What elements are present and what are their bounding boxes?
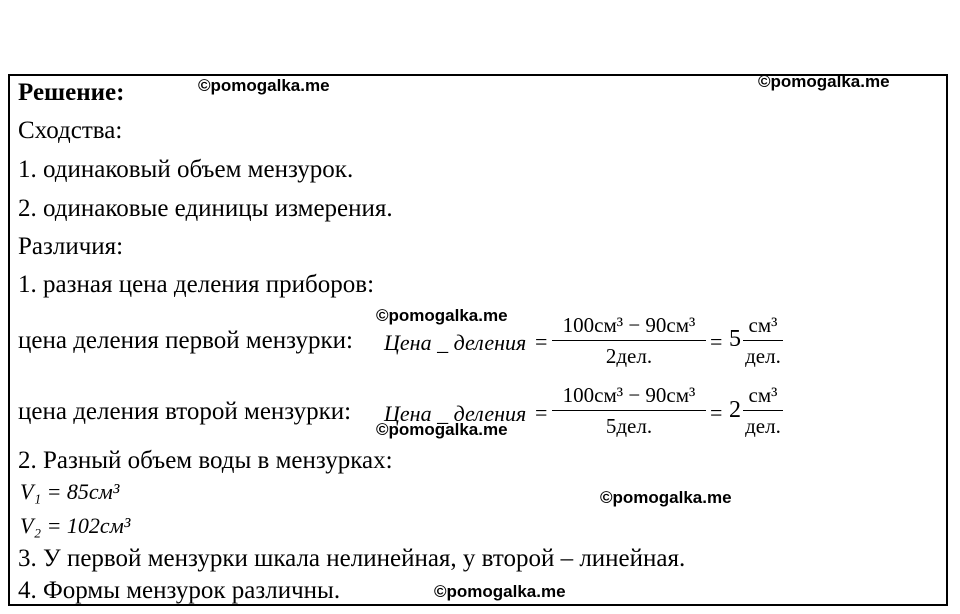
- similarity-item: 1. одинаковый объем мензурок.: [18, 156, 354, 183]
- watermark: ©pomogalka.me: [758, 72, 890, 91]
- volume-v2: V₂ = 102см³: [20, 513, 131, 538]
- watermark: ©pomogalka.me: [198, 76, 330, 95]
- watermark: ©pomogalka.me: [376, 420, 508, 439]
- denominator: 5дел.: [605, 414, 653, 438]
- unit-fraction: [743, 312, 783, 369]
- second-beaker-label: цена деления второй мензурки:: [18, 398, 352, 425]
- volume-v1: V₁ = 85см³: [20, 479, 120, 504]
- fraction: [552, 312, 706, 369]
- formula-lhs: Цена _ деления: [384, 401, 527, 426]
- unit-denominator: дел.: [745, 414, 781, 438]
- equals-sign: =: [535, 329, 548, 354]
- denominator: 2дел.: [605, 344, 653, 368]
- result-coefficient: 2: [729, 397, 741, 423]
- watermark: ©pomogalka.me: [376, 306, 508, 325]
- numerator: 100см³ − 90см³: [562, 383, 696, 407]
- equals-sign: =: [535, 400, 548, 425]
- unit-denominator: дел.: [745, 344, 781, 368]
- difference-item: 3. У первой мензурки шкала нелинейная, у второй – линейная.: [18, 545, 686, 572]
- watermark: ©pomogalka.me: [600, 488, 732, 507]
- numerator: 100см³ − 90см³: [562, 313, 696, 337]
- unit-numerator: см³: [748, 313, 778, 337]
- formula-lhs: Цена _ деления: [384, 330, 527, 355]
- difference-item: 2. Разный объем воды в мензурках:: [18, 447, 393, 474]
- result-coefficient: 5: [729, 326, 741, 352]
- solution-heading: Решение:: [18, 79, 125, 106]
- equals-sign: =: [710, 329, 723, 354]
- unit-numerator: см³: [748, 383, 778, 407]
- similarities-title: Сходства:: [18, 117, 123, 144]
- differences-title: Различия:: [18, 233, 124, 260]
- watermark: ©pomogalka.me: [434, 582, 566, 601]
- first-beaker-label: цена деления первой мензурки:: [18, 327, 353, 354]
- difference-item: 4. Формы мензурок различны.: [18, 577, 341, 604]
- fraction: [552, 382, 706, 439]
- unit-fraction: [743, 382, 783, 439]
- difference-item: 1. разная цена деления приборов:: [18, 271, 375, 298]
- equals-sign: =: [710, 400, 723, 425]
- similarity-item: 2. одинаковые единицы измерения.: [18, 195, 393, 222]
